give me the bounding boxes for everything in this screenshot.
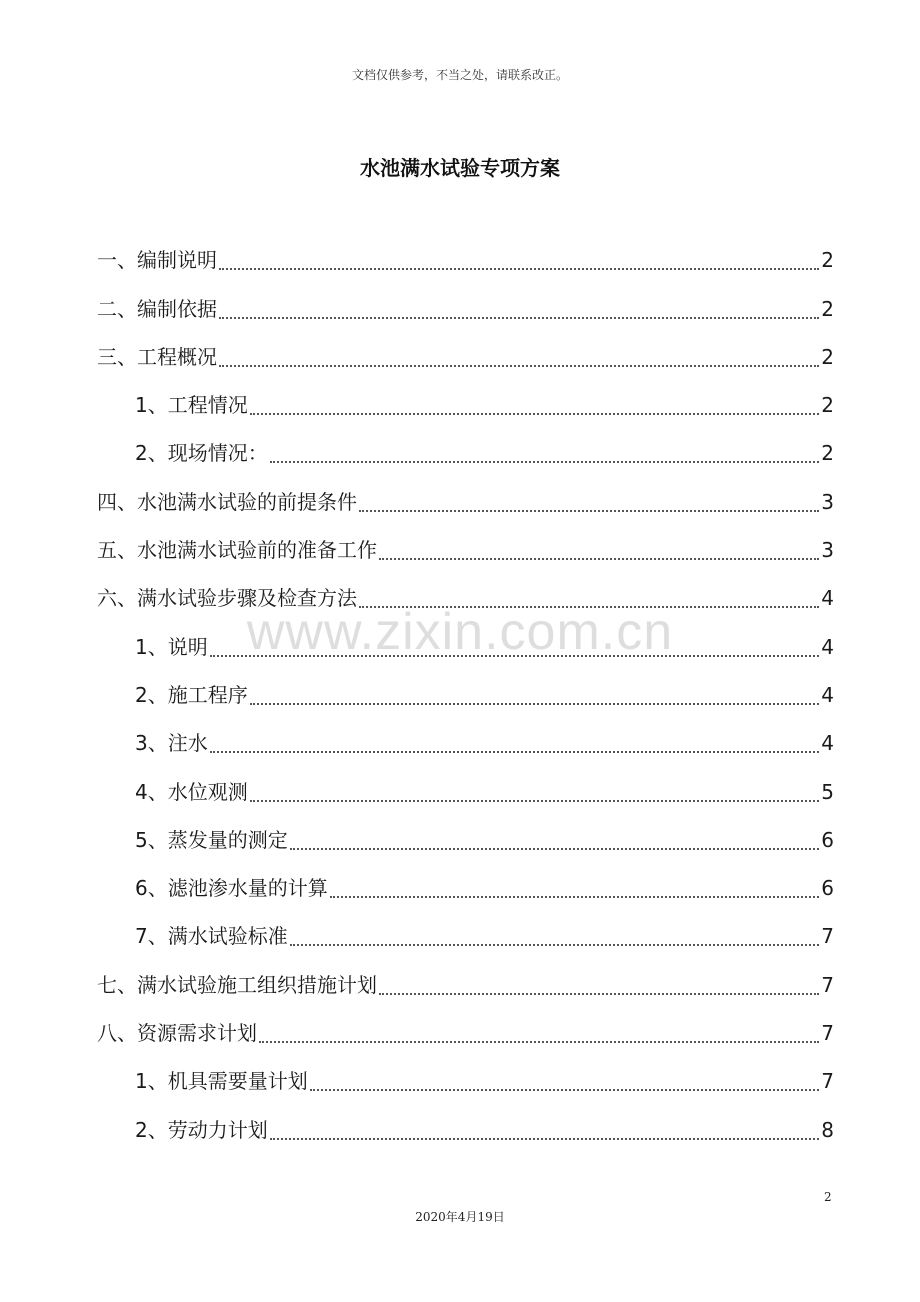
toc-dot-leader: [330, 896, 820, 898]
toc-dot-leader: [270, 461, 820, 463]
toc-dot-leader: [210, 751, 820, 753]
toc-subentry[interactable]: [97, 622, 834, 670]
toc-entry-page: 3: [821, 538, 834, 563]
toc-dot-leader: [359, 510, 819, 512]
toc-subentry[interactable]: [97, 429, 834, 477]
toc-entry-page: 2: [821, 344, 834, 369]
toc-dot-leader: [219, 268, 819, 270]
toc-entry-page: 7: [821, 1069, 834, 1094]
toc-entry-page: 7: [821, 924, 834, 949]
toc-entry-label: 二、编制依据: [97, 296, 217, 321]
toc-entry-label: 五、水池满水试验前的准备工作: [97, 538, 377, 563]
toc-entry-label: 3、注水: [135, 731, 208, 756]
toc-dot-leader: [290, 848, 820, 850]
toc-entry-page: 2: [821, 296, 834, 321]
table-of-contents: [97, 236, 834, 1154]
toc-entry-page: 4: [821, 731, 834, 756]
toc-entry-page: 2: [821, 441, 834, 466]
toc-subentry[interactable]: [97, 912, 834, 960]
toc-dot-leader: [379, 993, 819, 995]
toc-dot-leader: [250, 703, 820, 705]
toc-subentry[interactable]: [97, 719, 834, 767]
toc-entry-label: 1、工程情况: [135, 393, 248, 418]
watermark: www.zixin.com.cn: [246, 603, 674, 661]
toc-subentry[interactable]: [97, 767, 834, 815]
toc-subentry[interactable]: [97, 816, 834, 864]
toc-entry-label: 5、蒸发量的测定: [135, 827, 288, 852]
toc-entry-label: 四、水池满水试验的前提条件: [97, 489, 357, 514]
toc-entry-label: 2、劳动力计划: [135, 1117, 268, 1142]
toc-entry-page: 7: [821, 972, 834, 997]
toc-dot-leader: [250, 413, 820, 415]
toc-entry-page: 2: [821, 248, 834, 273]
toc-dot-leader: [250, 800, 820, 802]
toc-entry-label: 八、资源需求计划: [97, 1021, 257, 1046]
toc-dot-leader: [219, 317, 819, 319]
toc-entry-page: 6: [821, 876, 834, 901]
header-note: 文档仅供参考，不当之处，请联系改正。: [351, 68, 568, 82]
toc-dot-leader: [310, 1089, 820, 1091]
toc-subentry[interactable]: [97, 671, 834, 719]
toc-entry-label: 六、满水试验步骤及检查方法: [97, 586, 357, 611]
toc-entry[interactable]: [97, 477, 834, 525]
toc-entry-page: 3: [821, 489, 834, 514]
toc-subentry[interactable]: [97, 864, 834, 912]
toc-dot-leader: [210, 655, 820, 657]
toc-dot-leader: [219, 365, 819, 367]
toc-entry-label: 1、说明: [135, 634, 208, 659]
toc-entry-page: 4: [821, 586, 834, 611]
toc-entry-page: 8: [821, 1117, 834, 1142]
toc-entry[interactable]: [97, 526, 834, 574]
toc-entry-page: 7: [821, 1021, 834, 1046]
toc-entry-label: 7、满水试验标准: [135, 924, 288, 949]
toc-dot-leader: [290, 944, 820, 946]
toc-entry-label: 1、机具需要量计划: [135, 1069, 308, 1094]
toc-entry[interactable]: [97, 574, 834, 622]
toc-subentry[interactable]: [97, 1057, 834, 1105]
toc-entry-page: 2: [821, 393, 834, 418]
toc-entry-page: 5: [821, 779, 834, 804]
toc-entry-label: 七、满水试验施工组织措施计划: [97, 972, 377, 997]
toc-entry-label: 2、现场情况：: [135, 441, 268, 466]
toc-dot-leader: [259, 1041, 819, 1043]
toc-entry[interactable]: [97, 236, 834, 284]
footer-date: 2020年4月19日: [415, 1210, 505, 1224]
toc-entry-label: 2、施工程序: [135, 682, 248, 707]
toc-entry-label: 三、工程概况: [97, 344, 217, 369]
document-title: 水池满水试验专项方案: [360, 156, 560, 180]
toc-entry-label: 4、水位观测: [135, 779, 248, 804]
toc-entry[interactable]: [97, 284, 834, 332]
toc-entry-page: 6: [821, 827, 834, 852]
toc-entry[interactable]: [97, 333, 834, 381]
toc-subentry[interactable]: [97, 1105, 834, 1153]
toc-dot-leader: [270, 1138, 820, 1140]
toc-entry[interactable]: [97, 960, 834, 1008]
toc-entry-page: 4: [821, 634, 834, 659]
toc-subentry[interactable]: [97, 381, 834, 429]
toc-entry[interactable]: [97, 1009, 834, 1057]
toc-entry-page: 4: [821, 682, 834, 707]
toc-dot-leader: [379, 558, 819, 560]
page-number: 2: [824, 1190, 832, 1204]
toc-entry-label: 一、编制说明: [97, 248, 217, 273]
toc-entry-label: 6、滤池渗水量的计算: [135, 876, 328, 901]
toc-dot-leader: [359, 606, 819, 608]
